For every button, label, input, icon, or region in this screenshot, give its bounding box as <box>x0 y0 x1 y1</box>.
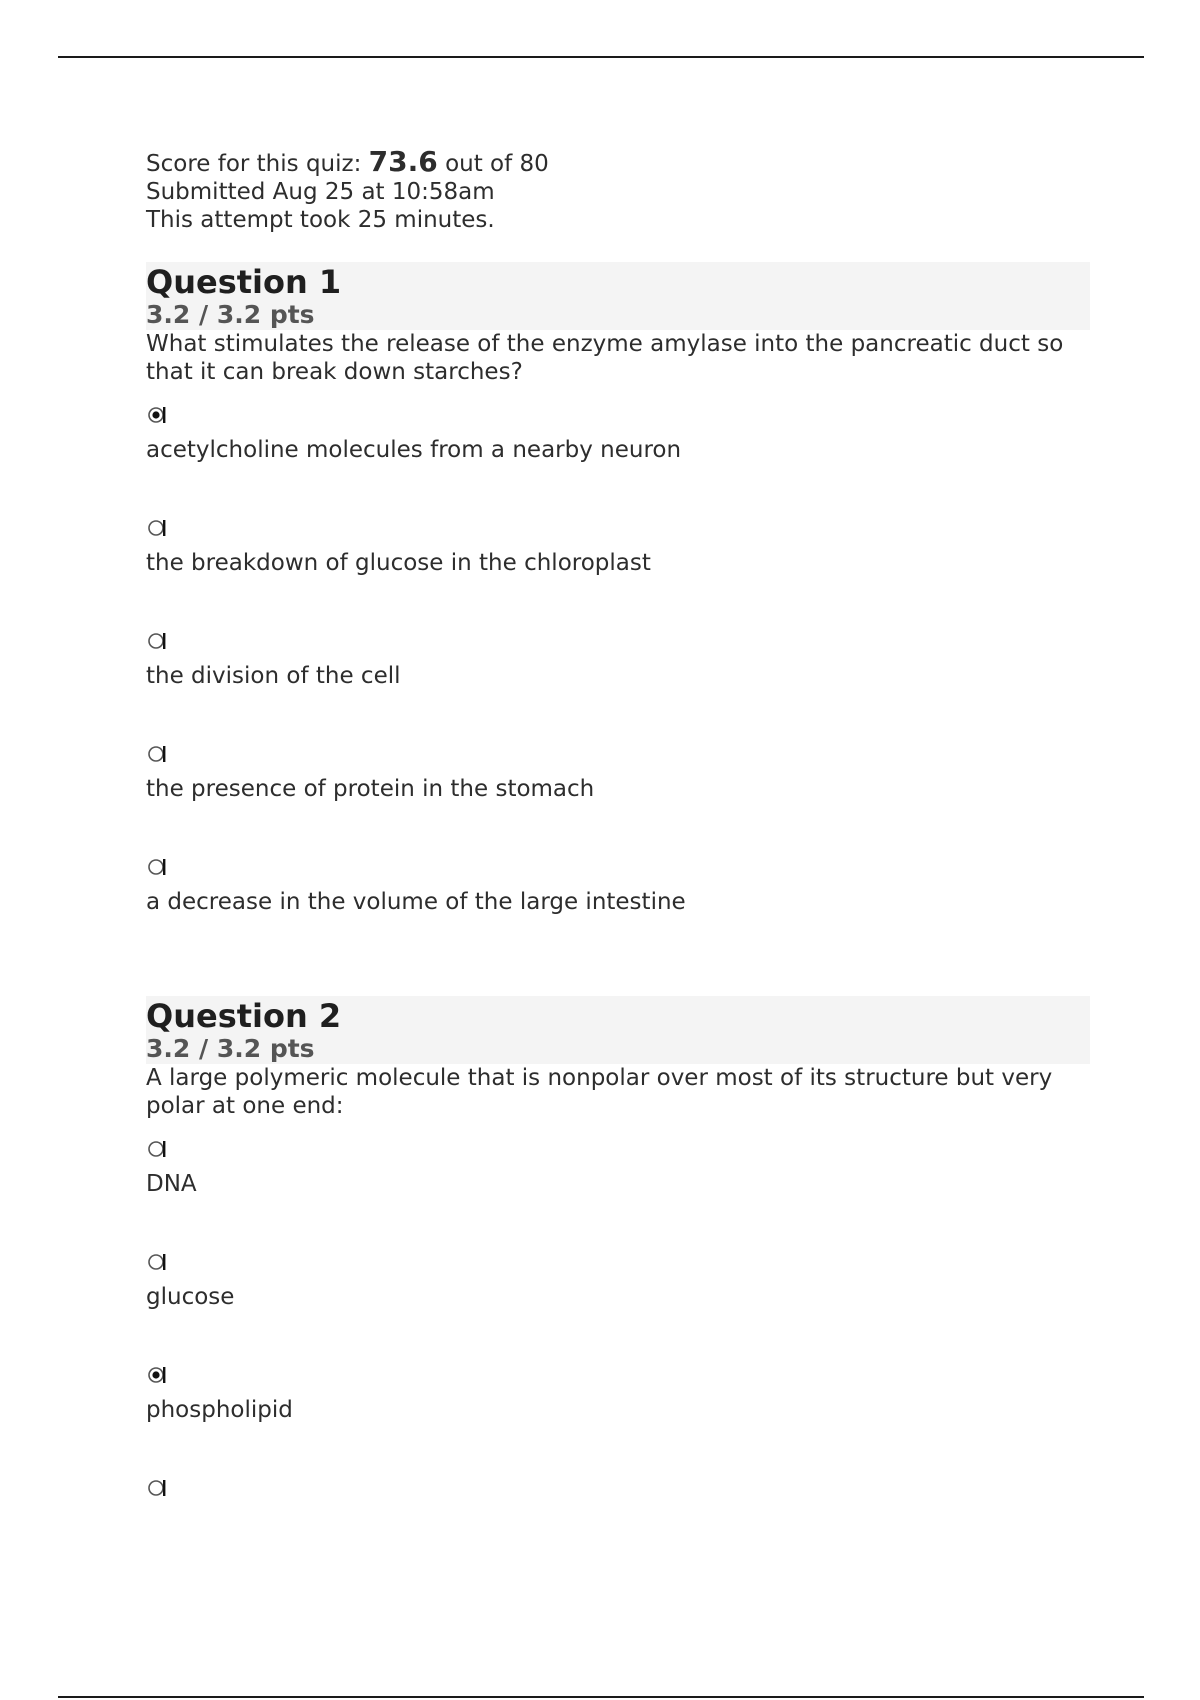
quiz-summary <box>146 145 1090 234</box>
question-1 <box>146 262 1090 959</box>
bottom-rule <box>58 1696 1144 1698</box>
score-label: Score for this quiz: <box>146 151 362 177</box>
score-line <box>146 145 1090 178</box>
question-points: 3.2 / 3.2 pts <box>146 1034 315 1063</box>
top-rule <box>58 56 1144 58</box>
score-value: 73.6 <box>368 145 438 178</box>
answer-option <box>146 1138 1090 1241</box>
answer-option <box>146 1364 1090 1467</box>
answer-label: the presence of protein in the stomach <box>146 776 595 802</box>
radio-unselected-icon[interactable] <box>146 517 168 539</box>
answer-label: the breakdown of glucose in the chloroplast <box>146 550 651 576</box>
answer-option <box>146 517 1090 620</box>
answer-option <box>146 1477 1090 1580</box>
answer-label: glucose <box>146 1284 235 1310</box>
question-header <box>146 262 1090 330</box>
quiz-results <box>146 145 1090 1580</box>
question-text: What stimulates the release of the enzyme amylase into the pancreatic duct so that it can break down starches? <box>146 331 1064 385</box>
question-points: 3.2 / 3.2 pts <box>146 300 315 329</box>
duration-line: This attempt took 25 minutes. <box>146 207 495 233</box>
answer-label: a decrease in the volume of the large intestine <box>146 889 686 915</box>
answer-option <box>146 743 1090 846</box>
answer-label: phospholipid <box>146 1397 293 1423</box>
answer-label: acetylcholine molecules from a nearby neuron <box>146 437 682 463</box>
radio-unselected-icon[interactable] <box>146 1138 168 1160</box>
radio-unselected-icon[interactable] <box>146 630 168 652</box>
answer-option <box>146 404 1090 507</box>
radio-selected-icon[interactable] <box>146 404 168 426</box>
question-title: Question 2 <box>146 997 342 1035</box>
question-2 <box>146 996 1090 1580</box>
question-title: Question 1 <box>146 263 342 301</box>
question-header <box>146 996 1090 1064</box>
radio-unselected-icon[interactable] <box>146 856 168 878</box>
score-suffix: out of 80 <box>445 151 549 177</box>
question-text: A large polymeric molecule that is nonpolar over most of its structure but very polar at one end: <box>146 1065 1053 1119</box>
answer-option <box>146 630 1090 733</box>
radio-unselected-icon[interactable] <box>146 1251 168 1273</box>
radio-unselected-icon[interactable] <box>146 743 168 765</box>
submitted-line: Submitted Aug 25 at 10:58am <box>146 179 495 205</box>
answer-label: the division of the cell <box>146 663 401 689</box>
radio-unselected-icon[interactable] <box>146 1477 168 1499</box>
answer-option <box>146 1251 1090 1354</box>
answer-option <box>146 856 1090 959</box>
radio-selected-icon[interactable] <box>146 1364 168 1386</box>
answer-label: DNA <box>146 1171 197 1197</box>
